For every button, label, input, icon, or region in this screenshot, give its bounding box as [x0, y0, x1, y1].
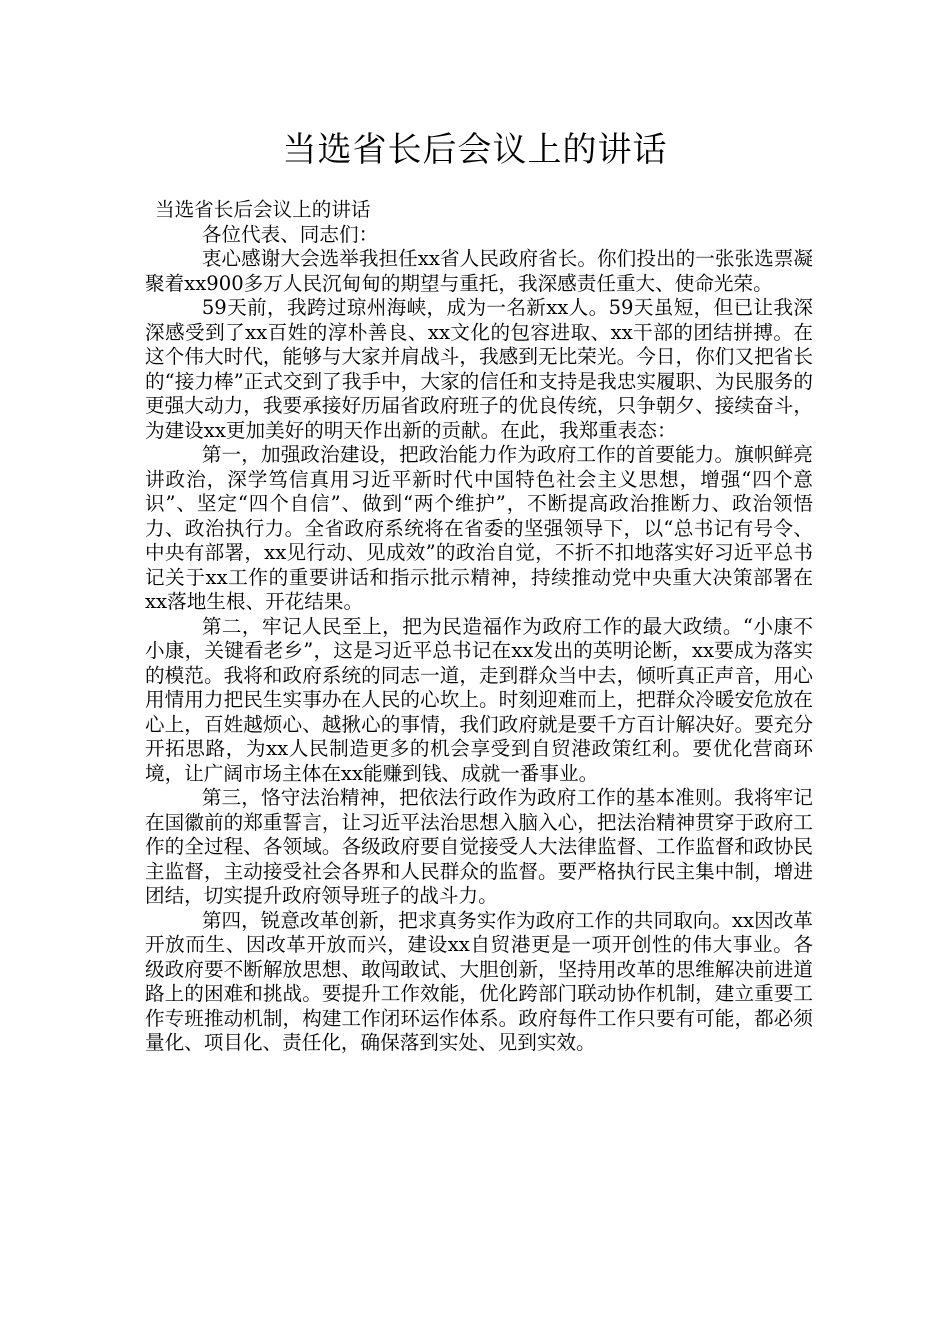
paragraph-second-point: 第二，牢记人民至上，把为民造福作为政府工作的最大政绩。“小康不小康，关键看老乡”，这是习近平总书记在xx发出的英明论断，xx要成为落实的模范。我将和政府系统的同志一道，走到群众当中去，倾听真正声音，用心用情用力把民生实事办在人民的心坎上。时刻迎难而上，把群众冷暖安危放在心上，百姓越烦心、越揪心的事情，我们政府就是要千方百计解决好。要充分开拓思路，为xx人民制造更多的机会享受到自贸港政策红利。要优化营商环境，让广阔市场主体在xx能赚到钱、成就一番事业。 — [145, 614, 813, 785]
paragraph-introduction: 59天前，我跨过琼州海峡，成为一名新xx人。59天虽短，但已让我深深感受到了xx百姓的淳朴善良、xx文化的包容进取、xx干部的团结拼搏。在这个伟大时代，能够与大家并肩战斗，我感到无比荣光。今日，你们又把省长的“接力棒”正式交到了我手中，大家的信任和支持是我忠实履职、为民服务的更强大动力，我要承接好历届省政府班子的优良传统，只争朝夕、接续奋斗，为建设xx更加美好的明天作出新的贡献。在此，我郑重表态： — [145, 296, 813, 442]
salutation: 各位代表、同志们： — [201, 222, 379, 246]
document-body — [145, 198, 813, 1056]
document-subtitle: 当选省长后会议上的讲话 — [155, 198, 371, 221]
paragraph-thanks: 衷心感谢大会选举我担任xx省人民政府省长。你们投出的一张张选票凝聚着xx900多万人民沉甸甸的期望与重托，我深感责任重大、使命光荣。 — [145, 247, 813, 295]
paragraph-third-point: 第三，恪守法治精神，把依法行政作为政府工作的基本准则。我将牢记在国徽前的郑重誓言，让习近平法治思想入脑入心，把法治精神贯穿于政府工作的全过程、各领域。各级政府要自觉接受人大法律监督、工作监督和政协民主监督，主动接受社会各界和人民群众的监督。要严格执行民主集中制，增进团结，切实提升政府领导班子的战斗力。 — [145, 786, 813, 907]
paragraph-fourth-point: 第四，锐意改革创新，把求真务实作为政府工作的共同取向。xx因改革开放而生、因改革开放而兴，建设xx自贸港更是一项开创性的伟大事业。各级政府要不断解放思想、敢闯敢试、大胆创新，坚持用改革的思维解决前进道路上的困难和挑战。要提升工作效能，优化跨部门联动协作机制，建立重要工作专班推动机制，构建工作闭环运作体系。政府每件工作只要有可能，都必须量化、项目化、责任化，确保落到实处、见到实效。 — [145, 908, 813, 1054]
paragraph-first-point: 第一，加强政治建设，把政治能力作为政府工作的首要能力。旗帜鲜亮讲政治，深学笃信真用习近平新时代中国特色社会主义思想，增强“四个意识”、坚定“四个自信”、做到“两个维护”，不断提高政治推断力、政治领悟力、政治执行力。全省政府系统将在省委的坚强领导下，以“总书记有号令、中央有部署，xx见行动、见成效”的政治自觉，不折不扣地落实好习近平总书记关于xx工作的重要讲话和指示批示精神，持续推动党中央重大决策部署在xx落地生根、开花结果。 — [145, 443, 813, 613]
document-title: 当选省长后会议上的讲话 — [282, 130, 668, 170]
